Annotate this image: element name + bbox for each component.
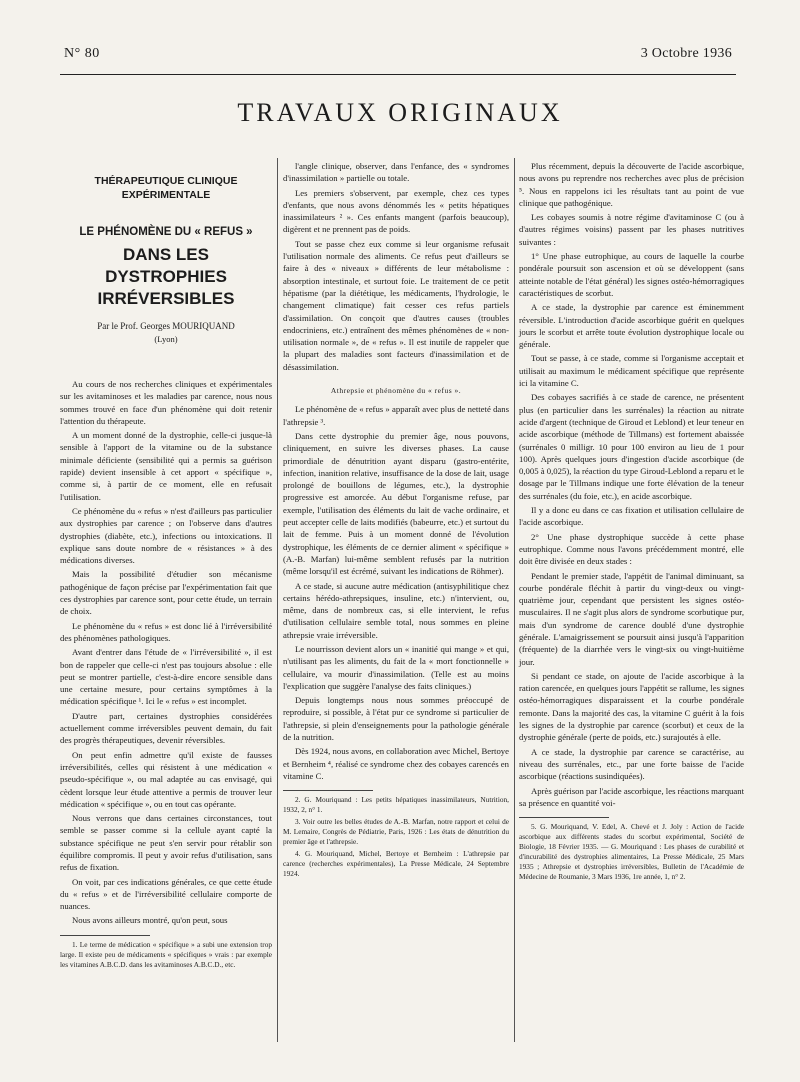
footnote: 3. Voir outre les belles études de A.-B. Marfan, notre rapport et celui de M. Lemaire, Congrès de Pédiatrie, Paris, 1926 : Les états de dénutrition du premier âge et l'athrepsie.	[283, 817, 509, 847]
article-kicker: THÉRAPEUTIQUE CLINIQUE EXPÉRIMENTALE	[94, 175, 238, 201]
column-3-footnotes	[519, 822, 744, 882]
paragraph: Le phénomène du « refus » est donc lié à l'irréversibilité des phénomènes pathologiques.	[60, 620, 272, 643]
article-title-line2: DANS LES DYSTROPHIES IRRÉVERSIBLES	[97, 245, 235, 308]
paragraph: Dans cette dystrophie du premier âge, nous pouvons, cliniquement, en suivre les diverses phases. La cause primordiale de dénutrition ayant disparu (gastro-entérite, infection, inanition relative, insuffisance de la dose de lait, usage prolongé de bouillons de légumes, etc.), la dystrophie progressive est amorcée. Au début l'organisme refuse, par exemple, l'utilisation des éléments du lait de vache ordinaire, et peut accepter celle de laits modifiés (babeurre, etc.) et surtout du lait de femme. Puis à un moment donné de l'évolution dystrophique, les éléments de ce dernier aliment « spécifique » (A.-B. Marfan) lui-même semblent refusés par la nutrition (même lorsqu'il est écrémé, suivant les indications de Röhmer).	[283, 430, 509, 577]
paragraph: Si pendant ce stade, on ajoute de l'acide ascorbique à la ration carencée, en quelques jours l'appétit se rallume, les signes ostéo-hémorragiques disparaissent et la courbe pondérale remonte. Dans la majorité des cas, la vitamine C guérit à la fois les signes de la dystrophie par carence (scorbut) et ceux de la dystrophie générale (perte de poids, etc.) surajoutés à elle.	[519, 670, 744, 743]
paragraph: Tout se passe chez eux comme si leur organisme refusait l'utilisation normale des aliments. Ce refus peut d'ailleurs se faire à des « niveaux » différents de leur métabolisme : absorption intestinale, et surtout foie. Le traitement de ce petit hépatisme (par la diététique, les médicaments, l'hydrologie, le changement climatique) fait cesser ces refus partiels d'assimilation. On conçoit que d'autres causes (troubles endocriniens, etc.) entraînent des mêmes phénomènes de « non-utilisation normale », de « refus ». Il est inutile de rappeler que la plupart des maladies sont facteurs d'inassimilation et de désassimilation.	[283, 238, 509, 372]
paragraph: Plus récemment, depuis la découverte de l'acide ascorbique, nous avons pu reprendre nos recherches avec plus de précision ⁵. Nous en rappelons ici les résultats tant au point de vue clinique que pathogénique.	[519, 161, 744, 208]
paragraph: A ce stade, la dystrophie par carence se caractérise, au niveau des surrénales, etc., par une forte baisse de l'acide ascorbique (réactions susindiquées).	[519, 746, 744, 782]
paragraph: A ce stade, si aucune autre médication (antisyphilitique chez certains hérédo-athrepsiques, insuline, etc.) n'intervient, ou, même, dans de nombreux cas, si elle intervient, le refus d'utilisation cellulaire semble total, nous sommes en pleine athrepsie vraie irréversible.	[283, 580, 509, 640]
paragraph: Ce phénomène du « refus » n'est d'ailleurs pas particulier aux dystrophies par carence ; on l'observe dans d'autres dystrophies (diabète, etc.), infections ou intoxications. Il explique sans doute nombre de « résistances » à des médications diverses.	[60, 505, 272, 566]
column-2-body	[283, 160, 509, 373]
paragraph: Pendant le premier stade, l'appétit de l'animal diminuant, sa courbe pondérale fléchit à partir du vingt-deux ou vingt-quatrième jour, cependant que persistent les signes ostéo-musculaires. Il ne s'agit plus alors de syndrome scorbutique pur, mais d'un syndrome de carence doublé d'une dystrophie générale. L'amaigrissement se poursuit ainsi jusqu'à l'apparition (fréquente) de la diarrhée vers le vingt-six ou vingt-huitième jour.	[519, 570, 744, 667]
article-byline	[60, 320, 272, 346]
paragraph: 1° Une phase eutrophique, au cours de laquelle la courbe pondérale poursuit son ascension et où se développent (sans atteinte notable de l'état général) les signes ostéo-hémorragiques caractéristiques de scorbut.	[519, 251, 744, 298]
footnote-rule	[519, 817, 609, 818]
paragraph: Il y a donc eu dans ce cas fixation et utilisation cellulaire de l'acide ascorbique.	[519, 505, 744, 528]
paragraph: Au cours de nos recherches cliniques et expérimentales sur les avitaminoses et les maladies par carence, nous nous sommes trouvé en face d'un phénomène qui doit retenir l'attention du thérapeute.	[60, 379, 272, 426]
column-2-footnotes	[283, 795, 509, 879]
paragraph: Mais la possibilité d'étudier son mécanisme pathogénique de façon précise par l'expérimentation fait que ces dystrophies par carence sont, pour cette étude, un terrain de choix.	[60, 569, 272, 617]
paragraph: Le nourrisson devient alors un « inanitié qui mange » et qui, n'utilisant pas les aliments, du fait de la « mort fonctionnelle » cellulaire, va mourir d'inassimilation. (Telle est au moins l'explication que suggère l'analyse des faits cliniques.)	[283, 643, 509, 691]
paragraph: Des cobayes sacrifiés à ce stade de carence, ne présentent plus (en particulier dans les surrénales) la réaction au nitrate acide d'argent (technique de Giroud et Leblond) et leur teneur en acide ascorbique (méthode de Tillmans) est fortement abaissée (surrénales 0 milligr. 10 pour 100 environ au lieu de 1 pour 100). Après quelques jours d'ingestion d'acide ascorbique (de 0,005 à 0,025), la réaction du type Giroud-Leblond a reparu et le dosage par le Tillmans indique une forte élévation de la teneur des surrénales (du foie, etc.), en acide ascorbique.	[519, 392, 744, 501]
paragraph: On voit, par ces indications générales, ce que cette étude du « refus » et de l'irréversibilité cellulaire comporte de nuances.	[60, 876, 272, 912]
footnote: 2. G. Mouriquand : Les petits hépatiques inassimilateurs, Nutrition, 1932, 2, n° 1.	[283, 795, 509, 815]
article-title	[60, 224, 272, 310]
footnote: 1. Le terme de médication « spécifique » a subi une extension trop large. Il existe peu de médicaments « spécifiques » vrais : par exemple les vitamines A.B.C.D. dans les avitaminoses A.B.C.D., etc.	[60, 939, 272, 969]
paragraph: Tout se passe, à ce stade, comme si l'organisme acceptait et utilisait au maximum le médicament spécifique que représente ici la vitamine C.	[519, 353, 744, 389]
author: Par le Prof. Georges MOURIQUAND	[97, 321, 235, 331]
header-rule	[60, 74, 736, 75]
paragraph: Nous avons ailleurs montré, qu'on peut, sous	[72, 915, 228, 926]
author-city: (Lyon)	[154, 334, 178, 344]
paragraph: Les cobayes soumis à notre régime d'avitaminose C (ou à d'autres régimes voisins) passent par les phases nutritives suivantes :	[519, 212, 744, 247]
paragraph: On peut enfin admettre qu'il existe de fausses irréversibilités, celles qui résistent à une médication « pseudo-spécifique », ou mal adaptée au cas envisagé, qui cèdent lorsque leur étude attentive a permis de trouver leur médication « spécifique », ou en tout cas opérante.	[60, 749, 272, 809]
paragraph: D'autre part, certaines dystrophies considérées actuellement comme irréversibles peuvent demain, du fait des progrès thérapeutiques, devenir réversibles.	[60, 710, 272, 746]
column-2-body-b	[283, 403, 509, 782]
paragraph: Après guérison par l'acide ascorbique, les réactions marquant sa présence en quantité voi-	[519, 785, 744, 808]
footnote-rule	[60, 935, 150, 936]
footnote-rule	[283, 790, 373, 791]
paragraph: 2° Une phase dystrophique succède à cette phase eutrophique. Comme nous l'avons précédemment montré, elle doit être divisée en deux stades :	[519, 531, 744, 567]
column-divider-2	[514, 158, 515, 1042]
paragraph: Les premiers s'observent, par exemple, chez ces types d'enfants, que nous avons dénommés les « petits hépatiques inassimilateurs ² ». Ces enfants mangent (parfois beaucoup), digèrent et ne prennent pas de poids.	[283, 187, 509, 235]
column-2	[283, 160, 509, 881]
section-heading: Athrepsie et phénomène du « refus ».	[330, 386, 462, 396]
column-1	[60, 158, 272, 972]
section-title: TRAVAUX ORIGINAUX	[237, 98, 563, 127]
issue-number: N° 80	[64, 46, 100, 61]
paragraph: A un moment donné de la dystrophie, celle-ci jusque-là sensible à l'apport de la vitamine ou de la substance minimale déficiente (sensibilité qui a permis sa guérison rapide) devient insensible à cet apport « spécifique », comme si, à partir de ce moment, elle en refusait l'utilisation.	[60, 430, 272, 502]
paragraph: l'angle clinique, observer, dans l'enfance, des « syndromes d'inassimilation » partielle ou totale.	[283, 161, 509, 184]
footnote: 5. G. Mouriquand, V. Edel, A. Chevé et J. Joly : Action de l'acide ascorbique aux différents stades du scorbut expérimental, Société de Biologie, 18 Février 1935. — G. Mouriquand : Les phases de curabilité et d'incurabilité des dystrophies alimentaires, La Presse Médicale, 25 Mars 1935 ; Athrepsie et dystrophies irréversibles, Bulletin de l'Académie de Médecine de Roumanie, 3 Mars 1936, 1re année, 1, n° 2.	[519, 822, 744, 882]
paragraph: Depuis longtemps nous nous sommes préoccupé de reproduire, si possible, à l'état pur ce syndrome si particulier de l'athrepsie, si plein d'enseignements pour la pathologie générale de la nutrition.	[283, 695, 509, 743]
paragraph: Dès 1924, nous avons, en collaboration avec Michel, Bertoye et Bernheim ⁴, réalisé ce syndrome chez des cobayes carencés en vitamine C.	[283, 746, 509, 781]
paragraph: A ce stade, la dystrophie par carence est éminemment réversible. L'introduction d'acide ascorbique guérit en quelques jours le scorbut et arrête toute évolution dystrophique locale ou générale.	[519, 302, 744, 350]
paragraph: Nous verrons que dans certaines circonstances, tout semble se passer comme si la cellule ayant capté la substance spécifique ne peut s'en servir pour rétablir son équilibre compromis. Il peut y avoir refus d'utilisation, sans refus de fixation.	[60, 813, 272, 873]
paragraph: Le phénomène de « refus » apparaît avec plus de netteté dans l'athrepsie ³.	[283, 404, 509, 427]
issue-date: 3 Octobre 1936	[640, 46, 732, 61]
paragraph: Avant d'entrer dans l'étude de « l'irréversibilité », il est bon de rappeler que celle-ci n'est pas toujours absolue : elle peut se montrer partielle, c'est-à-dire encore sensible dans une certaine mesure, pour certains symptômes à la médication spécifique ¹. Ici le « refus » est incomplet.	[60, 647, 272, 707]
article-title-line1: LE PHÉNOMÈNE DU « REFUS »	[79, 226, 253, 238]
column-1-body	[60, 378, 272, 927]
footnote: 4. G. Mouriquand, Michel, Bertoye et Bernheim : L'athrepsie par carence (recherches expérimentales), La Presse Médicale, 24 Septembre 1924.	[283, 849, 509, 879]
column-3	[519, 160, 744, 884]
column-divider-1	[277, 158, 278, 1042]
column-1-footnotes	[60, 940, 272, 970]
column-3-body	[519, 160, 744, 809]
